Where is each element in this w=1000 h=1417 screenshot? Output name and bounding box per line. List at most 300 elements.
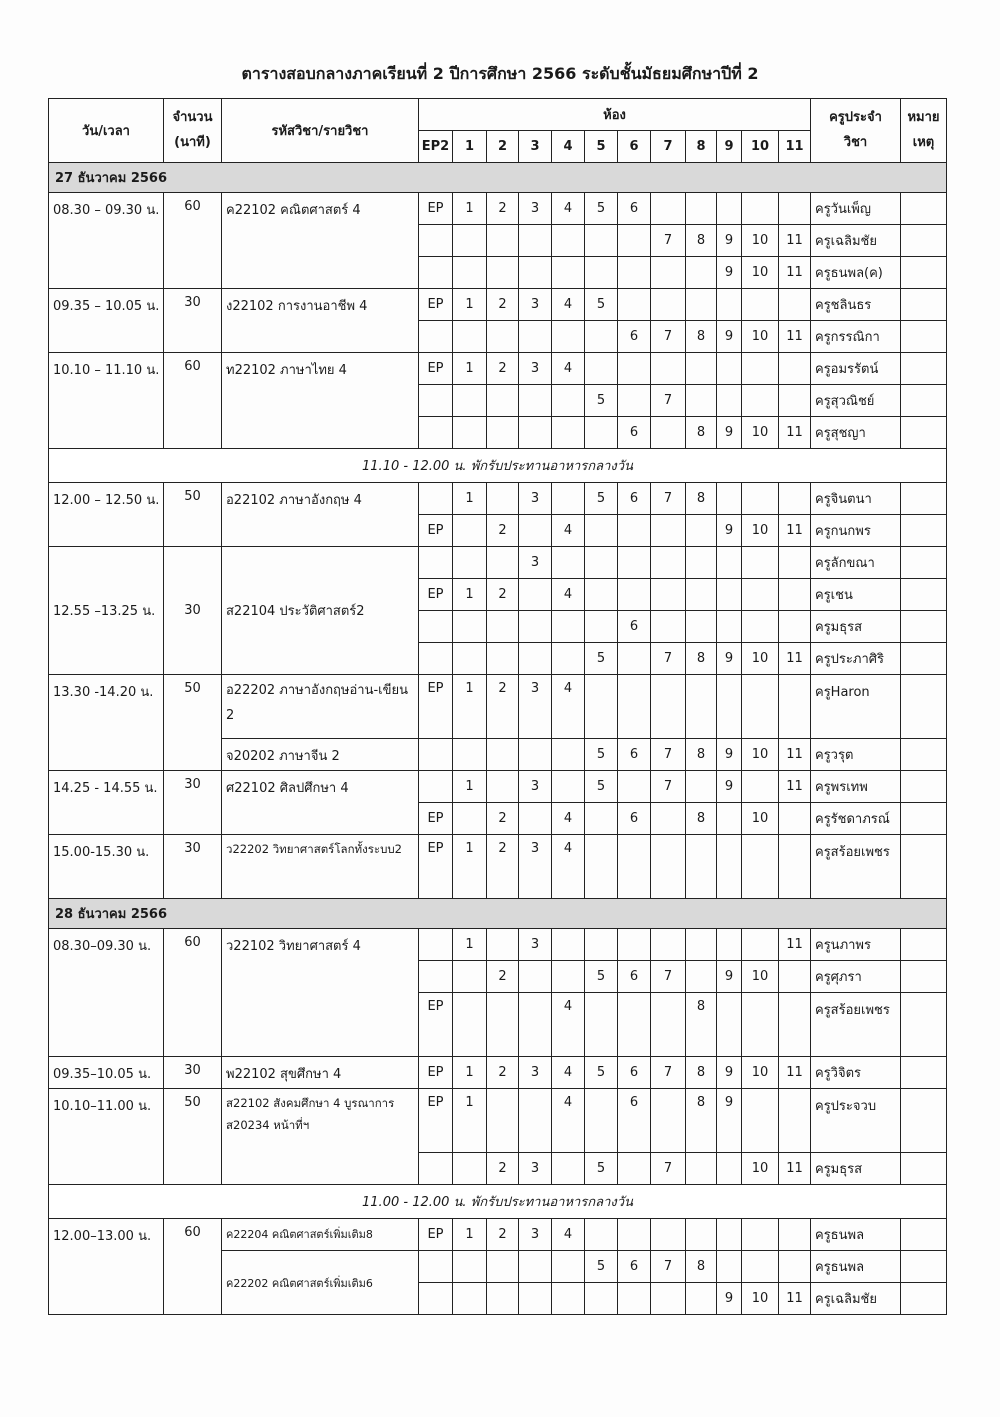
slot-time: 09.35 – 10.05 น. (48, 288, 164, 353)
room-cell: 8 (685, 1088, 717, 1153)
room-cell (584, 992, 618, 1057)
note-cell (900, 1088, 947, 1153)
header-minutes-line: (นาที) (174, 134, 211, 150)
room-cell (584, 1088, 618, 1153)
room-cell (617, 1152, 651, 1185)
room-cell: EP (418, 674, 453, 739)
room-cell: 11 (778, 928, 811, 961)
slot-time: 10.10–11.00 น. (48, 1088, 164, 1185)
room-cell (685, 674, 717, 739)
slot-time: 12.00 – 12.50 น. (48, 482, 164, 547)
room-cell (650, 610, 686, 643)
teacher-name: ครูธนพล (810, 1218, 901, 1251)
room-cell: 4 (551, 288, 585, 321)
room-cell (778, 1218, 811, 1251)
header-minutes-line: จำนวน (172, 109, 213, 125)
room-cell: EP (418, 1088, 453, 1153)
room-cell (617, 546, 651, 579)
slot-time: 13.30 -14.20 น. (48, 674, 164, 771)
room-cell (584, 928, 618, 961)
room-cell: 3 (518, 674, 552, 739)
room-cell: 9 (716, 1282, 742, 1315)
note-cell (900, 482, 947, 515)
room-cell: 1 (452, 674, 487, 739)
slot-minutes: 50 (163, 674, 222, 771)
room-cell (518, 514, 552, 547)
room-cell (418, 1282, 453, 1315)
room-cell (617, 1218, 651, 1251)
room-cell (685, 610, 717, 643)
room-cell (452, 384, 487, 417)
room-cell: 4 (551, 674, 585, 739)
room-cell (584, 610, 618, 643)
room-cell: EP (418, 802, 453, 835)
room-cell (685, 288, 717, 321)
teacher-name: ครูจินตนา (810, 482, 901, 515)
teacher-name: ครูธนพล(ค) (810, 256, 901, 289)
room-cell (685, 928, 717, 961)
room-cell (518, 224, 552, 257)
room-cell: 5 (584, 1250, 618, 1283)
room-cell (486, 546, 519, 579)
room-cell (716, 352, 742, 385)
room-cell (716, 384, 742, 417)
slot-minutes: 60 (163, 352, 222, 449)
room-cell (584, 674, 618, 739)
room-cell (418, 320, 453, 353)
note-cell (900, 256, 947, 289)
room-cell: 9 (716, 960, 742, 993)
teacher-name: ครูวันเพ็ญ (810, 192, 901, 225)
room-cell: 10 (741, 224, 779, 257)
header-room-5: 5 (584, 130, 618, 163)
room-cell: 3 (518, 770, 552, 803)
room-cell (741, 546, 779, 579)
room-cell: EP (418, 352, 453, 385)
room-cell: 5 (584, 1056, 618, 1089)
room-cell (685, 770, 717, 803)
room-cell (650, 416, 686, 449)
room-cell (716, 192, 742, 225)
room-cell: 10 (741, 1056, 779, 1089)
slot-time: 12.55 –13.25 น. (48, 546, 164, 675)
room-cell (650, 928, 686, 961)
room-cell: 7 (650, 482, 686, 515)
room-cell: 2 (486, 834, 519, 899)
slot-time: 09.35–10.05 น. (48, 1056, 164, 1089)
room-cell (418, 256, 453, 289)
teacher-name: ครูเฉลิมชัย (810, 1282, 901, 1315)
room-cell: 9 (716, 224, 742, 257)
room-cell (518, 1250, 552, 1283)
room-cell: 9 (716, 738, 742, 771)
room-cell (741, 992, 779, 1057)
room-cell: 9 (716, 770, 742, 803)
room-cell (418, 610, 453, 643)
room-cell (716, 802, 742, 835)
room-cell: 3 (518, 288, 552, 321)
room-cell (486, 610, 519, 643)
room-cell: 1 (452, 1218, 487, 1251)
room-cell (452, 1152, 487, 1185)
teacher-name: ครูลักขณา (810, 546, 901, 579)
teacher-name: ครูสุวณิชย์ (810, 384, 901, 417)
room-cell: 3 (518, 192, 552, 225)
room-cell (650, 1088, 686, 1153)
room-cell (584, 546, 618, 579)
room-cell: 9 (716, 416, 742, 449)
room-cell: 10 (741, 1152, 779, 1185)
room-cell: 7 (650, 1056, 686, 1089)
room-cell (617, 992, 651, 1057)
header-teacher-line: วิชา (843, 134, 868, 150)
room-cell: 11 (778, 1056, 811, 1089)
room-cell: 3 (518, 1218, 552, 1251)
room-cell (685, 960, 717, 993)
slot-time: 10.10 – 11.10 น. (48, 352, 164, 449)
note-cell (900, 578, 947, 611)
room-cell (486, 770, 519, 803)
room-cell (685, 1218, 717, 1251)
teacher-name: ครูธนพล (810, 1250, 901, 1283)
room-cell (778, 288, 811, 321)
note-cell (900, 1152, 947, 1185)
room-cell: 8 (685, 416, 717, 449)
room-cell (716, 928, 742, 961)
note-cell (900, 674, 947, 739)
room-cell: 10 (741, 416, 779, 449)
teacher-name: ครูรัชดาภรณ์ (810, 802, 901, 835)
teacher-name: ครูเชน (810, 578, 901, 611)
room-cell (418, 384, 453, 417)
room-cell: 9 (716, 256, 742, 289)
room-cell (418, 1250, 453, 1283)
room-cell (518, 416, 552, 449)
room-cell: 2 (486, 288, 519, 321)
header-room-9: 9 (716, 130, 742, 163)
room-cell: 6 (617, 482, 651, 515)
room-cell: 4 (551, 992, 585, 1057)
room-cell: 11 (778, 738, 811, 771)
room-cell (452, 1282, 487, 1315)
room-cell: 7 (650, 960, 686, 993)
note-cell (900, 770, 947, 803)
room-cell (486, 738, 519, 771)
room-cell: 6 (617, 320, 651, 353)
room-cell: 5 (584, 482, 618, 515)
room-cell (685, 1152, 717, 1185)
room-cell: 3 (518, 352, 552, 385)
room-cell: 6 (617, 738, 651, 771)
page-title: ตารางสอบกลางภาคเรียนที่ 2 ปีการศึกษา 2566 ระดับชั้นมัธยมศึกษาปีที่ 2 (241, 64, 759, 83)
room-cell (486, 1250, 519, 1283)
room-cell (452, 642, 487, 675)
room-cell (778, 674, 811, 739)
room-cell (617, 256, 651, 289)
room-cell (716, 674, 742, 739)
slot-time: 15.00-15.30 น. (48, 834, 164, 899)
header-datetime: วัน/เวลา (48, 98, 164, 163)
teacher-name: ครูนภาพร (810, 928, 901, 961)
note-cell (900, 960, 947, 993)
slot-minutes: 50 (163, 1088, 222, 1185)
note-cell (900, 992, 947, 1057)
room-cell (486, 224, 519, 257)
slot-minutes: 60 (163, 1218, 222, 1315)
note-cell (900, 738, 947, 771)
room-cell (551, 770, 585, 803)
header-room-11: 11 (778, 130, 811, 163)
teacher-name: ครูวิจิตร (810, 1056, 901, 1089)
room-cell: 3 (518, 928, 552, 961)
room-cell (452, 546, 487, 579)
room-cell (584, 802, 618, 835)
lunch-break-row: 11.00 - 12.00 น. พักรับประทานอาหารกลางวัน (48, 1184, 947, 1219)
room-cell (617, 928, 651, 961)
room-cell (584, 320, 618, 353)
subject-name: ศ22102 ศิลปศึกษา 4 (221, 770, 419, 835)
room-cell: 5 (584, 642, 618, 675)
room-cell (685, 578, 717, 611)
room-cell (778, 960, 811, 993)
room-cell (551, 416, 585, 449)
room-cell (518, 1088, 552, 1153)
slot-minutes: 50 (163, 482, 222, 547)
header-room-ep2: EP2 (418, 130, 453, 163)
room-cell: 8 (685, 1056, 717, 1089)
room-cell (551, 1282, 585, 1315)
room-cell: 9 (716, 1088, 742, 1153)
room-cell (452, 802, 487, 835)
room-cell (617, 288, 651, 321)
room-cell (741, 928, 779, 961)
room-cell (584, 1218, 618, 1251)
room-cell: EP (418, 288, 453, 321)
room-cell (741, 1218, 779, 1251)
note-cell (900, 928, 947, 961)
room-cell (551, 642, 585, 675)
room-cell (518, 256, 552, 289)
room-cell (418, 928, 453, 961)
teacher-name: ครูมธุรส (810, 1152, 901, 1185)
room-cell: 4 (551, 1056, 585, 1089)
room-cell: 4 (551, 352, 585, 385)
room-cell (741, 674, 779, 739)
room-cell: 5 (584, 288, 618, 321)
room-cell: 9 (716, 1056, 742, 1089)
header-teacher-line: ครูประจำ (829, 109, 882, 125)
slot-minutes: 30 (163, 288, 222, 353)
room-cell (452, 992, 487, 1057)
subject-name: ค22102 คณิตศาสตร์ 4 (221, 192, 419, 289)
room-cell: 4 (551, 802, 585, 835)
teacher-name: ครูHaron (810, 674, 901, 739)
room-cell (650, 674, 686, 739)
room-cell (452, 416, 487, 449)
room-cell: 7 (650, 224, 686, 257)
room-cell: 8 (685, 482, 717, 515)
room-cell (486, 384, 519, 417)
header-note-line: หมาย (907, 109, 940, 125)
room-cell: 2 (486, 352, 519, 385)
note-cell (900, 1282, 947, 1315)
room-cell: 6 (617, 1056, 651, 1089)
room-cell (716, 1152, 742, 1185)
teacher-name: ครูชลินธร (810, 288, 901, 321)
room-cell: 3 (518, 1056, 552, 1089)
room-cell: 4 (551, 1088, 585, 1153)
room-cell (650, 256, 686, 289)
note-cell (900, 1056, 947, 1089)
room-cell (716, 482, 742, 515)
room-cell: 1 (452, 288, 487, 321)
room-cell: 6 (617, 192, 651, 225)
room-cell (518, 802, 552, 835)
room-cell (617, 834, 651, 899)
room-cell (778, 482, 811, 515)
room-cell (551, 384, 585, 417)
room-cell: 4 (551, 192, 585, 225)
room-cell (418, 416, 453, 449)
room-cell (685, 192, 717, 225)
teacher-name: ครูสร้อยเพชร (810, 992, 901, 1057)
room-cell (584, 1282, 618, 1315)
room-cell (551, 482, 585, 515)
room-cell (486, 992, 519, 1057)
room-cell: 2 (486, 960, 519, 993)
room-cell (486, 320, 519, 353)
teacher-name: ครูกรรณิกา (810, 320, 901, 353)
room-cell (778, 352, 811, 385)
header-note (900, 98, 947, 163)
teacher-name: ครูสร้อยเพชร (810, 834, 901, 899)
room-cell (741, 834, 779, 899)
subject-name: พ22102 สุขศึกษา 4 (221, 1056, 419, 1089)
room-cell (741, 610, 779, 643)
room-cell: 8 (685, 1250, 717, 1283)
room-cell (486, 482, 519, 515)
room-cell: 8 (685, 320, 717, 353)
room-cell: 10 (741, 514, 779, 547)
header-room-2: 2 (486, 130, 519, 163)
room-cell: 7 (650, 770, 686, 803)
room-cell (741, 1250, 779, 1283)
room-cell: 10 (741, 738, 779, 771)
room-cell: 8 (685, 992, 717, 1057)
room-cell (551, 546, 585, 579)
room-cell (778, 802, 811, 835)
room-cell: 5 (584, 1152, 618, 1185)
slot-minutes: 30 (163, 546, 222, 675)
header-room-1: 1 (452, 130, 487, 163)
teacher-name: ครูศุภรา (810, 960, 901, 993)
teacher-name: ครูเฉลิมชัย (810, 224, 901, 257)
room-cell: 1 (452, 834, 487, 899)
room-cell (778, 610, 811, 643)
room-cell: 5 (584, 384, 618, 417)
room-cell: 9 (716, 514, 742, 547)
subject-name: ง22102 การงานอาชีพ 4 (221, 288, 419, 353)
room-cell (741, 384, 779, 417)
room-cell (716, 546, 742, 579)
header-room-8: 8 (685, 130, 717, 163)
header-rooms: ห้อง (418, 98, 811, 131)
teacher-name: ครูพรเทพ (810, 770, 901, 803)
room-cell (452, 320, 487, 353)
room-cell: 6 (617, 960, 651, 993)
teacher-name: ครูสุชญา (810, 416, 901, 449)
header-room-4: 4 (551, 130, 585, 163)
room-cell (685, 1282, 717, 1315)
room-cell (741, 1088, 779, 1153)
room-cell (452, 514, 487, 547)
room-cell (486, 928, 519, 961)
subject-name: ค22202 คณิตศาสตร์เพิ่มเติม6 (221, 1250, 419, 1315)
room-cell (650, 992, 686, 1057)
subject-name: อ22202 ภาษาอังกฤษอ่าน-เขียน 2 (221, 674, 419, 739)
room-cell (778, 546, 811, 579)
room-cell: 9 (716, 320, 742, 353)
room-cell (741, 352, 779, 385)
room-cell (716, 288, 742, 321)
room-cell: 11 (778, 416, 811, 449)
room-cell: 2 (486, 1218, 519, 1251)
subject-name: อ22102 ภาษาอังกฤษ 4 (221, 482, 419, 547)
room-cell (741, 482, 779, 515)
room-cell: 7 (650, 642, 686, 675)
room-cell: 2 (486, 1056, 519, 1089)
note-cell (900, 802, 947, 835)
room-cell: 11 (778, 770, 811, 803)
room-cell (518, 642, 552, 675)
room-cell (518, 384, 552, 417)
room-cell: 3 (518, 834, 552, 899)
room-cell: EP (418, 992, 453, 1057)
room-cell: 3 (518, 1152, 552, 1185)
room-cell (617, 578, 651, 611)
room-cell (486, 416, 519, 449)
room-cell (584, 352, 618, 385)
header-room-6: 6 (617, 130, 651, 163)
room-cell (418, 224, 453, 257)
subject-name: ท22102 ภาษาไทย 4 (221, 352, 419, 449)
slot-minutes: 30 (163, 834, 222, 899)
room-cell (584, 224, 618, 257)
room-cell (551, 928, 585, 961)
room-cell: 5 (584, 192, 618, 225)
room-cell (685, 352, 717, 385)
teacher-name: ครูประจวบ (810, 1088, 901, 1153)
room-cell (716, 992, 742, 1057)
room-cell: 10 (741, 256, 779, 289)
room-cell: 6 (617, 416, 651, 449)
room-cell (452, 738, 487, 771)
room-cell: 11 (778, 1152, 811, 1185)
room-cell (584, 416, 618, 449)
room-cell: 8 (685, 802, 717, 835)
note-cell (900, 288, 947, 321)
room-cell (518, 960, 552, 993)
room-cell (518, 610, 552, 643)
room-cell (584, 834, 618, 899)
header-subject: รหัสวิชา/รายวิชา (221, 98, 419, 163)
room-cell: 10 (741, 320, 779, 353)
room-cell: 8 (685, 738, 717, 771)
room-cell (650, 352, 686, 385)
room-cell (617, 224, 651, 257)
room-cell (650, 802, 686, 835)
room-cell (650, 192, 686, 225)
